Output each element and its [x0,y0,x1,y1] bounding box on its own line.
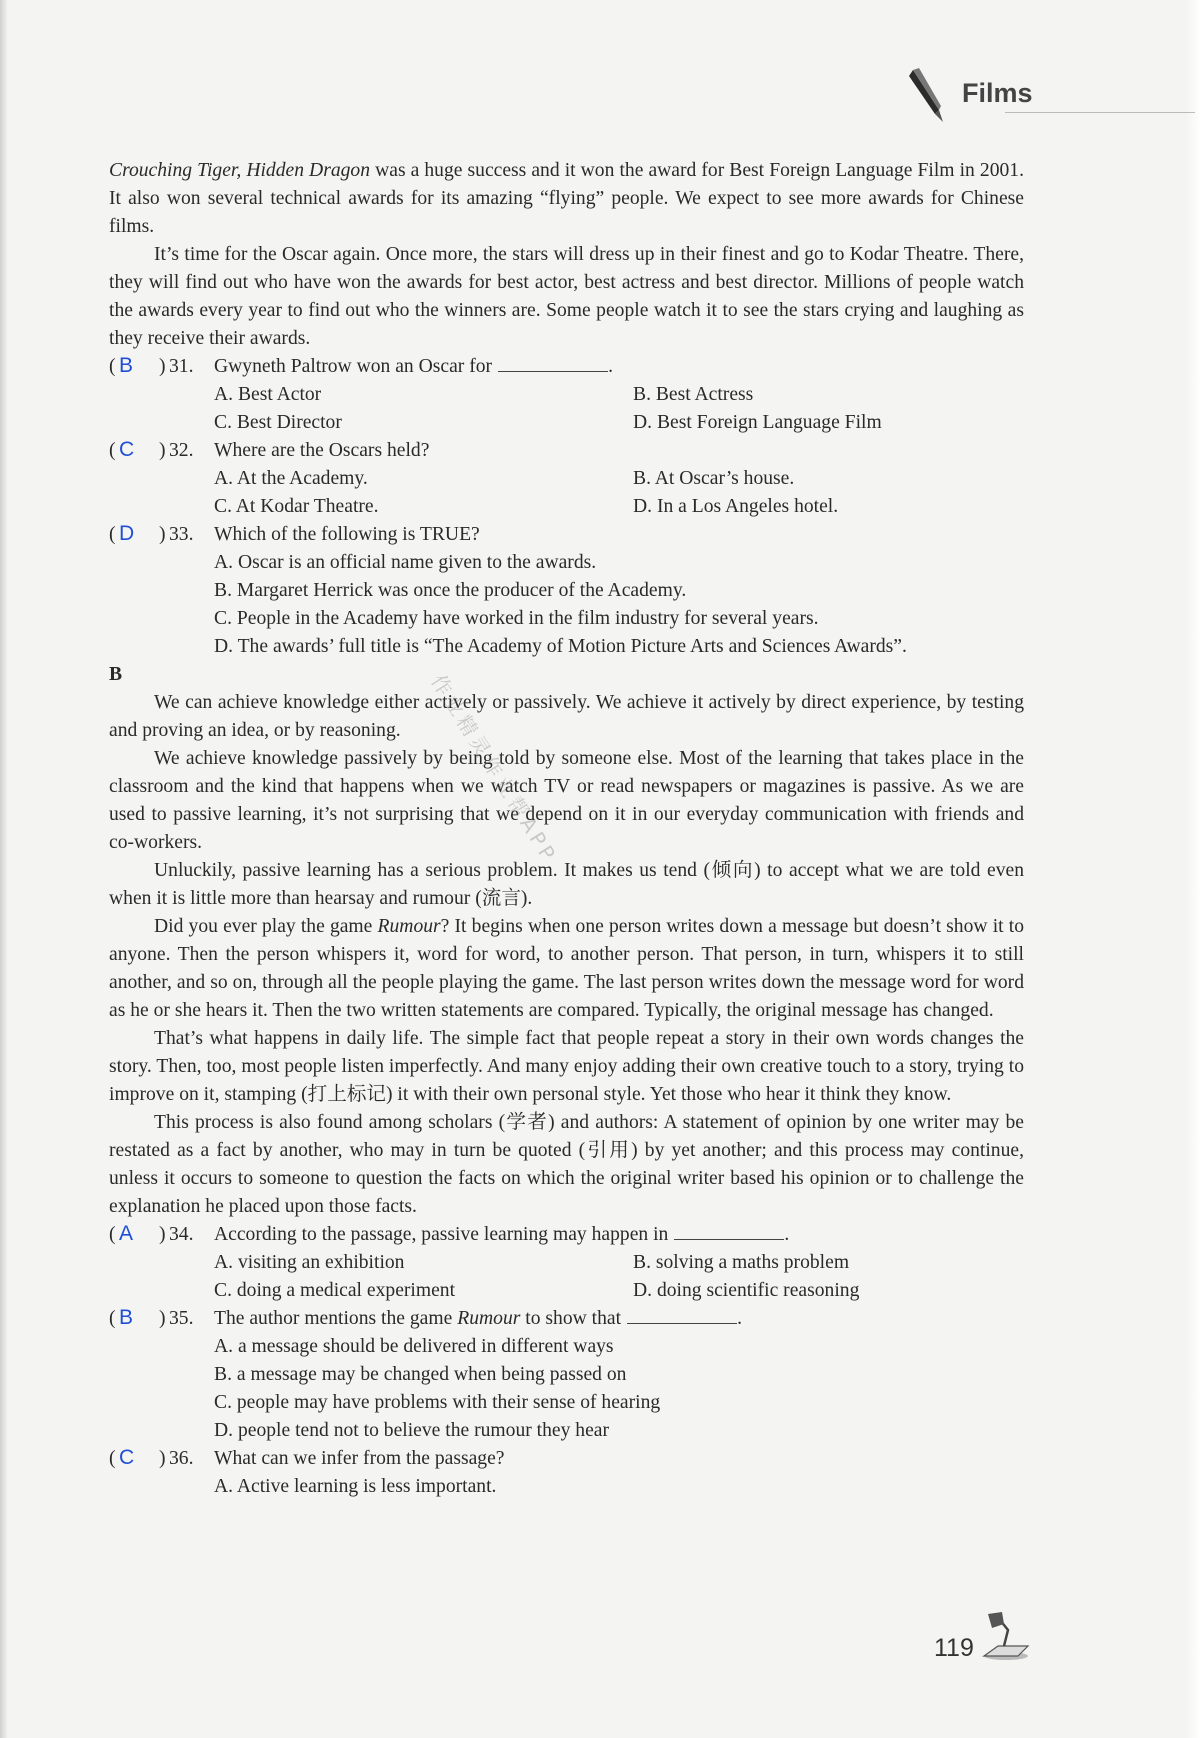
answer-mark: C [119,1446,135,1469]
answer-mark: B [119,354,134,377]
header-rule [1005,112,1195,113]
option-b: B. At Oscar’s house. [633,468,795,489]
option-c: C. People in the Academy have worked in the film industry for several years. [214,608,819,629]
paren-open: ( [109,1308,116,1329]
pen-icon [905,66,955,124]
question-tail: . [737,1308,742,1329]
paren-open: ( [109,1224,116,1245]
question-number: 36. [169,1448,194,1469]
paren-open: ( [109,1448,116,1469]
passage-b-paragraph-1: We can achieve knowledge either actively or passively. We achieve it actively by direct experience, by testing and proving an idea, or by reasoning. [109,692,1024,741]
option-b: B. Best Actress [633,384,754,405]
option-a: A. visiting an exhibition [214,1252,405,1273]
question-text: Gwyneth Paltrow won an Oscar for [214,356,493,377]
passage-a-paragraph-1 [109,157,1024,241]
option-d: D. In a Los Angeles hotel. [633,496,839,517]
answer-blank [674,1221,784,1240]
question-33 [109,521,1024,661]
answer-mark: D [119,522,135,545]
question-36 [109,1445,1024,1501]
option-a: A. Active learning is less important. [214,1476,497,1497]
option-a: A. At the Academy. [214,468,368,489]
paren-close: ) [159,440,166,461]
paren-open: ( [109,356,116,377]
option-c: C. people may have problems with their sense of hearing [214,1392,661,1413]
paren-open: ( [109,524,116,545]
option-a: A. a message should be delivered in different ways [214,1336,614,1357]
answer-blank [498,353,608,372]
option-c: C. Best Director [214,412,342,433]
question-text: Which of the following is TRUE? [214,524,480,545]
paren-close: ) [159,1448,166,1469]
question-31 [109,353,1024,437]
passage-a-paragraph-2: It’s time for the Oscar again. Once more, the stars will dress up in their finest and go to Kodar Theatre. There, they will find out who have won the awards for best actor, best actress and best director. Millions of people watch the awards every year to find out who the winners are. Some people watch it to see the stars crying and laughing as they receive their awards. [109,244,1024,349]
passage-b-paragraph-4 [109,913,1024,1025]
watermark: 作业精灵作业帮APP [426,670,563,868]
option-d: D. The awards’ full title is “The Academy of Motion Picture Arts and Sciences Awards”. [214,636,907,657]
question-tail: . [784,1224,790,1245]
paren-close: ) [159,524,166,545]
question-34 [109,1221,1024,1305]
question-35 [109,1305,1024,1445]
game-title: Rumour [457,1308,521,1329]
question-text: According to the passage, passive learning may happen in [214,1224,669,1245]
option-c: C. doing a medical experiment [214,1280,456,1301]
question-text: to show that [520,1308,622,1329]
page-content [109,157,1024,1501]
passage-b-paragraph-2: We achieve knowledge passively by being told by someone else. Most of the learning that takes place in the classroom and the kind that happens when we watch TV or read newspapers or magazines is passive. As we are used to passive learning, it’s not surprising that we depend on it in our everyday communication with friends and co-workers. [109,748,1024,853]
answer-blank [627,1305,737,1324]
answer-mark: B [119,1306,134,1329]
desk-lamp-icon [978,1606,1034,1662]
page-edge-highlight [1186,0,1200,1738]
page-edge-shadow [0,0,8,1738]
option-d: D. people tend not to believe the rumour they hear [214,1420,610,1441]
option-b: B. a message may be changed when being passed on [214,1364,627,1385]
option-a: A. Oscar is an official name given to the awards. [214,552,597,573]
option-b: B. Margaret Herrick was once the producer of the Academy. [214,580,687,601]
page-number: 119 [934,1634,974,1662]
option-c: C. At Kodar Theatre. [214,496,379,517]
option-d: D. doing scientific reasoning [633,1280,860,1301]
question-32 [109,437,1024,521]
question-number: 31. [169,356,194,377]
paren-close: ) [159,356,166,377]
question-tail: . [608,356,613,377]
game-title: Rumour [377,916,441,937]
paren-open: ( [109,440,116,461]
question-number: 33. [169,524,194,545]
passage-b-paragraph-6: This process is also found among scholars (学者) and authors: A statement of opinion by one writer may be restated as a fact by another, who may in turn be quoted (引用) by yet another; and this process may continue, unless it occurs to someone to question the facts on which the original writer based his opinion or to challenge the explanation he placed upon those facts. [109,1112,1024,1217]
film-title: Crouching Tiger, Hidden Dragon [109,160,371,181]
chapter-title: Films [962,78,1033,108]
question-text: The author mentions the game [214,1308,458,1329]
question-text: Where are the Oscars held? [214,440,430,461]
answer-mark: C [119,438,135,461]
section-b-heading: B [109,664,123,685]
answer-mark: A [119,1222,134,1245]
paragraph-text: Did you ever play the game [154,916,378,937]
passage-b-paragraph-3: Unluckily, passive learning has a serious problem. It makes us tend (倾向) to accept what we are told even when it is little more than hearsay and rumour (流言). [109,860,1024,909]
question-number: 35. [169,1308,194,1329]
option-d: D. Best Foreign Language Film [633,412,882,433]
paragraph-text: ? It begins when one person writes down a message but doesn’t show it to anyone. Then the person whispers it, word for word, to another person. That person, in turn, whispers it to still another, and so on, through all the people playing the game. The last person writes down the message word for word as he or she hears it. Then the two written statements are compared. Typically, the original message has changed. [109,916,1024,1021]
option-b: B. solving a maths problem [633,1252,850,1273]
question-number: 32. [169,440,194,461]
question-number: 34. [169,1224,194,1245]
paren-close: ) [159,1308,166,1329]
option-a: A. Best Actor [214,384,322,405]
paragraph-text: was a huge success and it won the award for Best Foreign Language Film in 2001. It also won several technical awards for its amazing “flying” people. We expect to see more awards for Chinese films. [109,160,1024,237]
question-text: What can we infer from the passage? [214,1448,505,1469]
paren-close: ) [159,1224,166,1245]
passage-b-paragraph-5: That’s what happens in daily life. The simple fact that people repeat a story in their own words changes the story. Then, too, most people listen imperfectly. And many enjoy adding their own creative touch to a story, trying to improve on it, stamping (打上标记) it with their own personal style. Yet those who hear it think they know. [109,1028,1024,1105]
